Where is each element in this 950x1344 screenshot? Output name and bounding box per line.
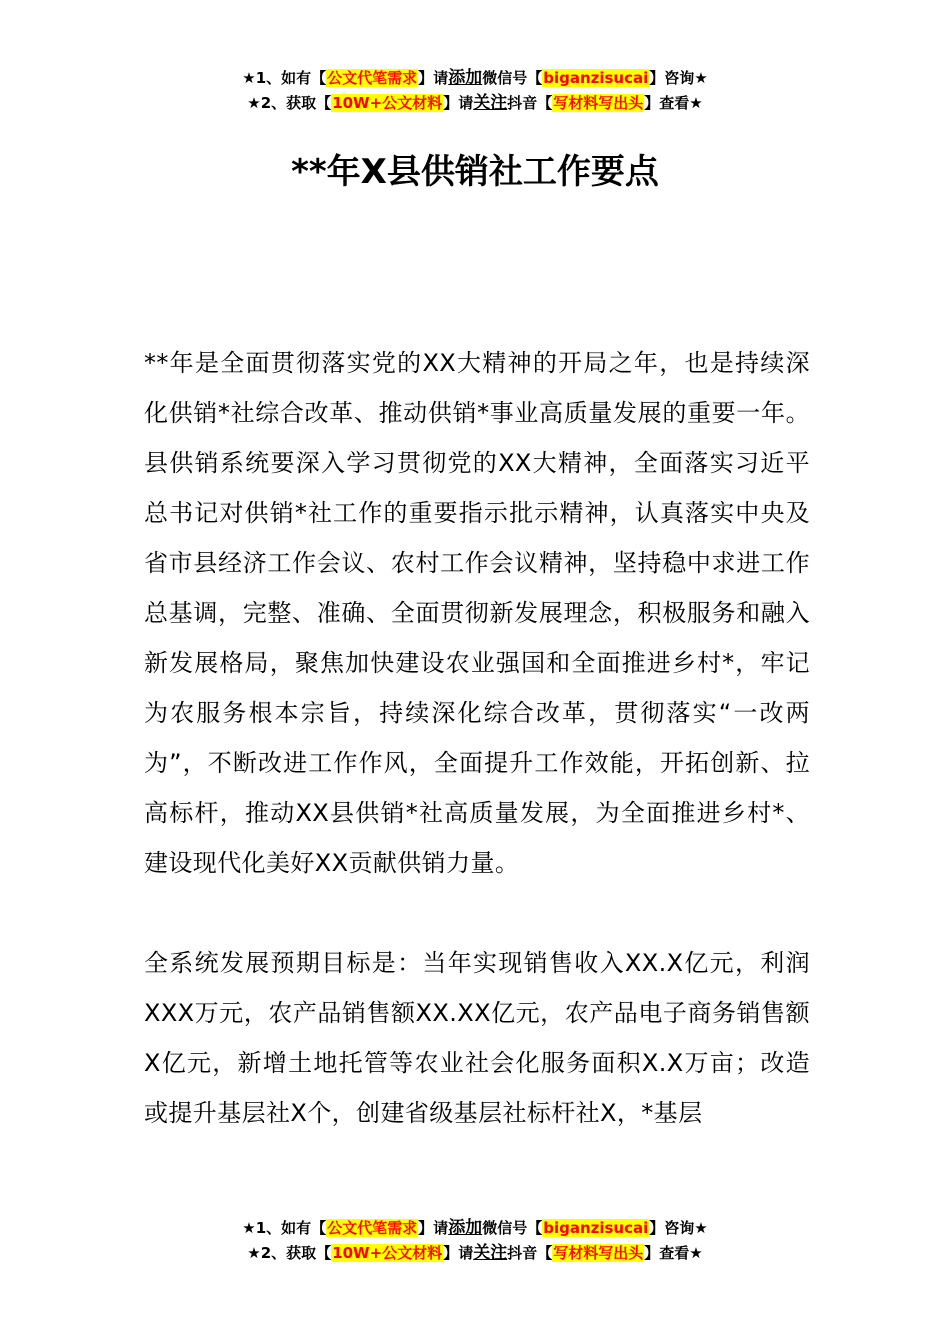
highlight-wechat-id: biganzisucai xyxy=(543,1219,649,1237)
header-banner xyxy=(0,66,950,116)
highlight-materials: 10W+公文材料 xyxy=(332,94,443,112)
paragraph-intro: **年是全面贯彻落实党的XX大精神的开局之年，也是持续深化供销*社综合改革、推动供销*事业高质量发展的重要一年。县供销系统要深入学习贯彻党的XX大精神，全面落实习近平总书记对供销*社工作的重要指示批示精神，认真落实中央及省市县经济工作会议、农村工作会议精神，坚持稳中求进工作总基调，完整、准确、全面贯彻新发展理念，积极服务和融入新发展格局，聚焦加快建设农业强国和全面推进乡村*，牢记为农服务根本宗旨，持续深化综合改革，贯彻落实“一改两为”，不断改进工作作风，全面提升工作效能，开拓创新、拉高标杆，推动XX县供销*社高质量发展，为全面推进乡村*、建设现代化美好XX贡献供销力量。 xyxy=(144,349,810,877)
highlight-douyin: 写材料写出头 xyxy=(553,1244,644,1262)
banner-line-2: ★2、获取【10W+公文材料】请关注抖音【写材料写出头】查看★ xyxy=(247,1243,703,1263)
highlight-materials: 10W+公文材料 xyxy=(332,1244,443,1262)
highlight-service: 公文代笔需求 xyxy=(327,1219,418,1237)
banner-line-2: ★2、获取【10W+公文材料】请关注抖音【写材料写出头】查看★ xyxy=(247,93,703,113)
banner-line-1: ★1、如有【公文代笔需求】请添加微信号【biganzisucai】咨询★ xyxy=(242,68,708,88)
footer-banner xyxy=(0,1216,950,1266)
highlight-douyin: 写材料写出头 xyxy=(553,94,644,112)
document-body xyxy=(144,338,810,1138)
document-title: **年X县供销社工作要点 xyxy=(291,152,659,192)
highlight-service: 公文代笔需求 xyxy=(327,69,418,87)
highlight-wechat-id: biganzisucai xyxy=(543,69,649,87)
paragraph-targets: 全系统发展预期目标是：当年实现销售收入XX.X亿元，利润XXX万元，农产品销售额XX.XX亿元，农产品电子商务销售额X亿元，新增土地托管等农业社会化服务面积X.X万亩；改造或提升基层社X个，创建省级基层社标杆社X，*基层 xyxy=(144,949,810,1127)
banner-line-1: ★1、如有【公文代笔需求】请添加微信号【biganzisucai】咨询★ xyxy=(242,1218,708,1238)
